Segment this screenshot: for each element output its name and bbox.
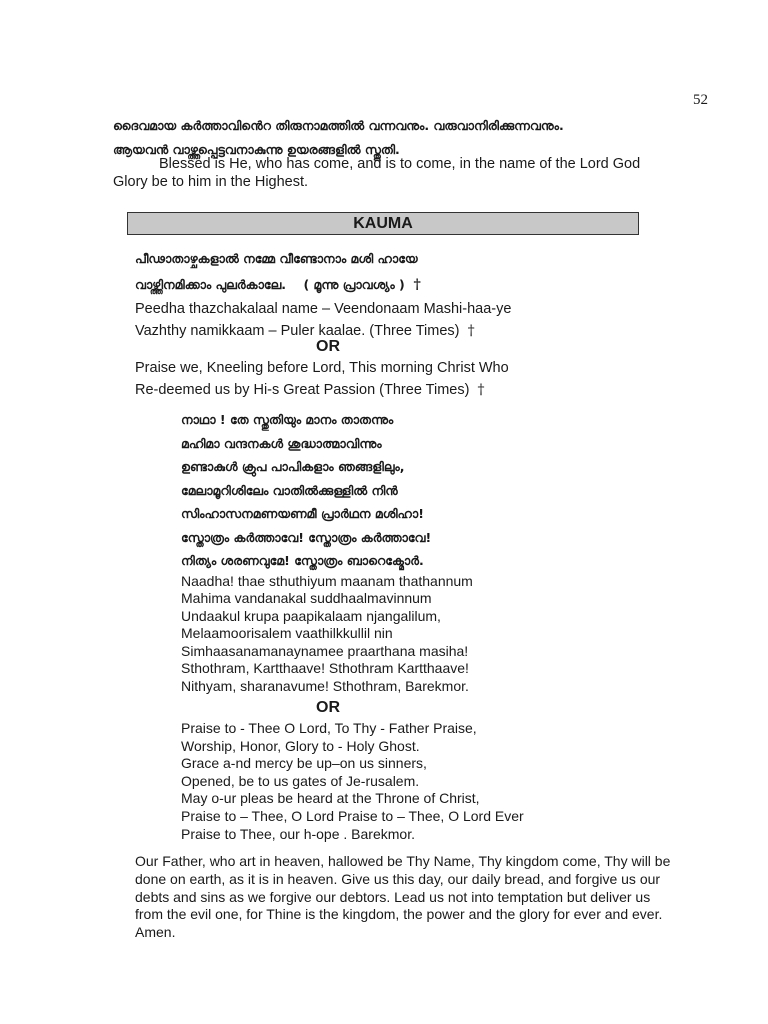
kauma-malayalam-line bbox=[135, 272, 695, 298]
hymn-malayalam-line: സിംഹാസനമണയണമീ പ്രാർഥന മശിഹാ! bbox=[181, 506, 424, 521]
intro-english bbox=[113, 155, 733, 191]
cross-icon: † bbox=[467, 323, 475, 339]
kauma-translit-text: Vazhthy namikkaam – Puler kaalae. (Three Times) bbox=[135, 323, 460, 339]
hymn-translit-line: Naadha! thae sthuthiyum maanam thathannum bbox=[181, 572, 473, 589]
hymn-english-line: Praise to Thee, our h-ope . Barekmor. bbox=[181, 825, 415, 842]
hymn-malayalam-line: മഹിമാ വന്ദനകൾ ശുദ്ധാത്മാവിന്നും bbox=[181, 435, 382, 451]
kauma-translit-line: Peedha thazchakalaal name – Veendonaam Mashi-haa-ye bbox=[135, 301, 512, 317]
kauma-praise-block bbox=[135, 357, 695, 401]
or-label: OR bbox=[316, 699, 340, 716]
hymn-translit-line: Nithyam, sharanavume! Sthothram, Barekmor. bbox=[181, 677, 469, 694]
hymn-malayalam-line: മേലാമൂറിശിലേം വാതിൽക്കുള്ളിൽ നിൻ bbox=[181, 482, 398, 498]
kauma-praise-line: Praise we, Kneeling before Lord, This morning Christ Who bbox=[135, 360, 509, 376]
hymn-english-line: Opened, be to us gates of Je-rusalem. bbox=[181, 772, 420, 789]
kauma-malayalam-text: വാഴ്ത്തിനമിക്കാം പുലർകാലേ. bbox=[135, 277, 287, 292]
hymn-translit-line: Sthothram, Kartthaave! Sthothram Kartthaave! bbox=[181, 660, 469, 676]
intro-english-line: Glory be to him in the Highest. bbox=[113, 174, 309, 190]
hymn-english-line: Worship, Honor, Glory to - Holy Ghost. bbox=[181, 737, 420, 754]
kauma-malayalam-note: ( മൂന്നു പ്രാവശ്യം ) bbox=[303, 277, 405, 292]
hymn-english-line: Praise to - Thee O Lord, To Thy - Father Praise, bbox=[181, 720, 477, 736]
intro-malayalam-line: ആയവൻ വാഴ്ത്തപ്പെട്ടവനാകുന്നു ഉയരങ്ങളിൽ സ്തുതി. bbox=[113, 142, 400, 157]
hymn-malayalam-line: നാഥാ ! തേ സ്തുതിയും മാനം താതന്നും bbox=[181, 412, 394, 427]
cross-icon: † bbox=[477, 382, 485, 398]
hymn-translit-line: Undaakul krupa paapikalaam njangalilum, bbox=[181, 607, 441, 624]
intro-english-line: Blessed is He, who has come, and is to come, in the name of the Lord God bbox=[159, 156, 641, 172]
section-heading: KAUMA bbox=[127, 212, 639, 235]
hymn-malayalam-line: സ്തോത്രം കർത്താവേ! സ്തോത്രം കർത്താവേ! bbox=[181, 529, 432, 545]
lords-prayer-paragraph: Our Father, who art in heaven, hallowed be Thy Name, Thy kingdom come, Thy will be done on earth, as it is in heaven. Give us this day, our daily bread, and forgive us our debts and sins as we forgive our debtors. Lead us not into temptation but deliver us from the evil one, for Thine is the kingdom, the power and the glory for ever and ever. Amen. bbox=[135, 853, 671, 941]
hymn-english-block bbox=[181, 720, 701, 843]
or-label: OR bbox=[316, 338, 340, 355]
hymn-translit-line: Mahima vandanakal suddhaalmavinnum bbox=[181, 590, 432, 606]
cross-icon: † bbox=[413, 277, 421, 293]
kauma-block bbox=[135, 246, 695, 342]
kauma-praise-text: Re-deemed us by Hi-s Great Passion (Three Times) bbox=[135, 382, 470, 398]
hymn-translit-line: Melaamoorisalem vaathilkkullil nin bbox=[181, 625, 393, 641]
kauma-malayalam-line: പീഢാതാഴ്ചകളാൽ നമ്മേ വീണ്ടോനാം മശി ഹായേ bbox=[135, 251, 418, 266]
hymn-malayalam-line: ഉണ്ടാകുൾ ക്രുപ പാപികളാം ഞങ്ങളിലും, bbox=[181, 459, 405, 474]
hymn-english-line: Grace a-nd mercy be up–on us sinners, bbox=[181, 755, 427, 772]
hymn-block bbox=[181, 408, 701, 695]
intro-malayalam-line: ദൈവമായ കർത്താവിൻെറ തിരുനാമത്തിൽ വന്നവനും. വരുവാനിരിക്കുന്നവനും. bbox=[113, 118, 564, 133]
kauma-translit-line bbox=[135, 320, 695, 342]
hymn-malayalam-line: നിത്യം ശരണവുമേ! സ്തോത്രം ബാറെക്മോർ. bbox=[181, 553, 424, 568]
hymn-english-line: May o-ur pleas be heard at the Throne of Christ, bbox=[181, 790, 480, 807]
kauma-praise-line bbox=[135, 379, 695, 401]
hymn-translit-line: Simhaasanamanaynamee praarthana masiha! bbox=[181, 642, 469, 659]
page-number: 52 bbox=[693, 92, 708, 108]
hymn-english-line: Praise to – Thee, O Lord Praise to – Thee, O Lord Ever bbox=[181, 807, 524, 824]
